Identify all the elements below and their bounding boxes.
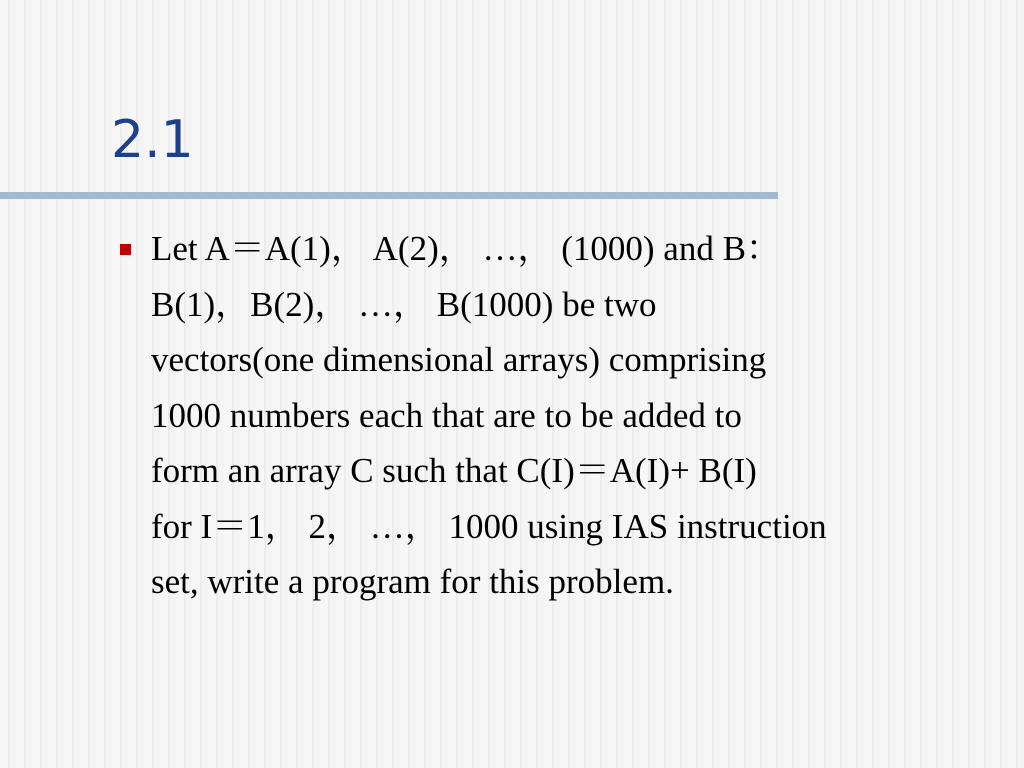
bullet-paragraph [151, 221, 1011, 610]
bullet-text-line: set, write a program for this problem. [151, 562, 674, 601]
bullet-text-line: form an array C such that C(I)＝A(I)+ B(I) [151, 451, 757, 490]
bullet-text-line: Let A＝A(1)， A(2)， …， (1000) and B： [151, 229, 781, 268]
bullet-text-line: for I＝1， 2， …， 1000 using IAS instruction [151, 506, 827, 546]
bullet-text-line: B(1)，B(2)， …， B(1000) be two [151, 284, 657, 324]
bullet-text-line: vectors(one dimensional arrays) comprising [151, 340, 767, 379]
bullet-text-line: 1000 numbers each that are to be added to [151, 395, 742, 435]
square-bullet-icon [120, 244, 131, 255]
slide-title: 2.1 [111, 110, 194, 170]
title-underline-rule [0, 192, 778, 199]
